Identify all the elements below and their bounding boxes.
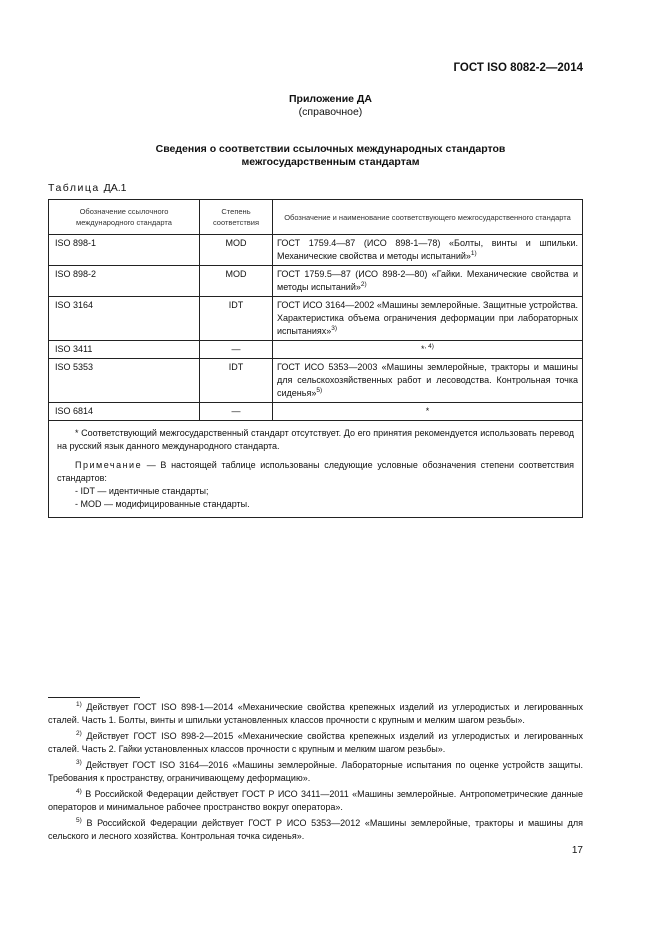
cell-designation [273,235,583,266]
table-row [49,297,583,341]
cell-degree: IDT [200,297,273,341]
cell-designation [273,359,583,403]
footnote-text: Действует ГОСТ ISO 898-2—2015 «Механические свойства крепежных изделий из углеродистых и легированных сталей. Часть 2. Гайки установленных классов прочности с крупным и мелким шагом резьбы». [48,731,583,754]
footnote-ref: , 4) [424,343,434,350]
page-number: 17 [571,845,583,856]
footnote-ref: 5) [316,387,323,394]
footnote-text: Действует ГОСТ ISO 3164—2016 «Машины землеройные. Лабораторные испытания по оценке устройств защиты. Требования к пространству, ограничивающему деформацию». [48,760,583,783]
table-row [49,359,583,403]
table-caption [48,182,126,194]
cell-degree: MOD [200,235,273,266]
document-code: ГОСТ ISO 8082-2—2014 [453,62,583,74]
table-header-row [49,200,583,235]
designation-text: * [421,344,425,354]
table-row [49,341,583,359]
cell-designation [273,297,583,341]
footnote-ref: 2) [360,281,367,288]
asterisk-note: * Соответствующий межгосударственный стандарт отсутствует. До его принятия рекомендуется использовать перевод на русский язык данного международного стандарта. [57,428,574,451]
footnote-mark: 2) [76,730,82,737]
cell-degree: IDT [200,359,273,403]
designation-text: ГОСТ 1759.4—87 (ИСО 898-1—78) «Болты, винты и шпильки. Механические свойства и методы испытаний» [277,238,578,261]
cell-ref: ISO 3411 [49,341,200,359]
note-text: — В настоящей таблице использованы следующие условные обозначения степени соответствия стандартов: [57,460,574,483]
footnote-mark: 1) [76,701,82,708]
cell-ref: ISO 5353 [49,359,200,403]
footnote-mark: 3) [76,759,82,766]
table-row [49,235,583,266]
designation-text: ГОСТ ИСО 5353—2003 «Машины землеройные, тракторы и машины для сельскохозяйственных работ и лесоводства. Контрольная точка сиденья» [277,362,578,398]
cell-ref: ISO 898-2 [49,266,200,297]
footnote-ref: 3) [331,325,338,332]
cell-degree: MOD [200,266,273,297]
designation-text: * [425,406,430,416]
table-row [49,266,583,297]
column-header-degree: Степень соответствия [200,200,273,235]
footnote-mark: 5) [76,817,82,824]
footnote-mark: 4) [76,788,82,795]
cell-designation [273,341,583,359]
footnotes [48,701,583,846]
note-idt: - IDT — идентичные стандарты; [75,486,209,496]
note-label: Примечание [75,460,143,470]
table-note [57,459,574,485]
section-heading-line1: Сведения о соответствии ссылочных международных стандартов [155,143,506,155]
table-caption-number: ДА.1 [103,182,127,194]
footnote-ref: 1) [470,250,477,257]
note-mod: - MOD — модифицированные стандарты. [75,499,250,509]
designation-text: ГОСТ 1759.5—87 (ИСО 898-2—80) «Гайки. Механические свойства и методы испытаний» [277,269,578,292]
footnote-text: Действует ГОСТ ISO 898-1—2014 «Механические свойства крепежных изделий из углеродистых и легированных сталей. Часть 1. Болты, винты и шпильки установленных классов прочности с крупным и мелким шагом резьбы». [48,702,583,725]
correspondence-table [48,199,583,518]
section-heading-line2: межгосударственным стандартам [241,156,420,168]
column-header-designation: Обозначение и наименование соответствующего межгосударственного стандарта [273,200,583,235]
footnote-item [48,759,583,785]
cell-degree: — [200,403,273,421]
footnote-item [48,730,583,756]
footnote-separator [48,697,140,698]
designation-text: ГОСТ ИСО 3164—2002 «Машины землеройные. Защитные устройства. Характеристика объема ограничения деформации при лабораторных испытаниях» [277,300,578,336]
footnote-item [48,701,583,727]
cell-ref: ISO 898-1 [49,235,200,266]
table-footer [49,421,583,518]
column-header-ref: Обозначение ссылочного международного стандарта [49,200,200,235]
table-caption-word: Таблица [48,182,100,194]
footnote-text: В Российской Федерации действует ГОСТ Р ИСО 3411—2011 «Машины землеройные. Антропометрические данные операторов и минимальное рабочее пространство вокруг оператора». [48,789,583,812]
cell-degree: — [200,341,273,359]
cell-ref: ISO 6814 [49,403,200,421]
footnote-item [48,817,583,843]
annex-title: Приложение ДА [289,93,372,105]
cell-designation [273,266,583,297]
footnote-text: В Российской Федерации действует ГОСТ Р ИСО 5353—2012 «Машины землеройные, тракторы и машины для сельского и лесного хозяйства. Контрольная точка сиденья». [48,818,583,841]
annex-subtitle: (справочное) [298,106,363,118]
footnote-item [48,788,583,814]
cell-designation [273,403,583,421]
table-row [49,403,583,421]
cell-ref: ISO 3164 [49,297,200,341]
table-footer-row [49,421,583,518]
